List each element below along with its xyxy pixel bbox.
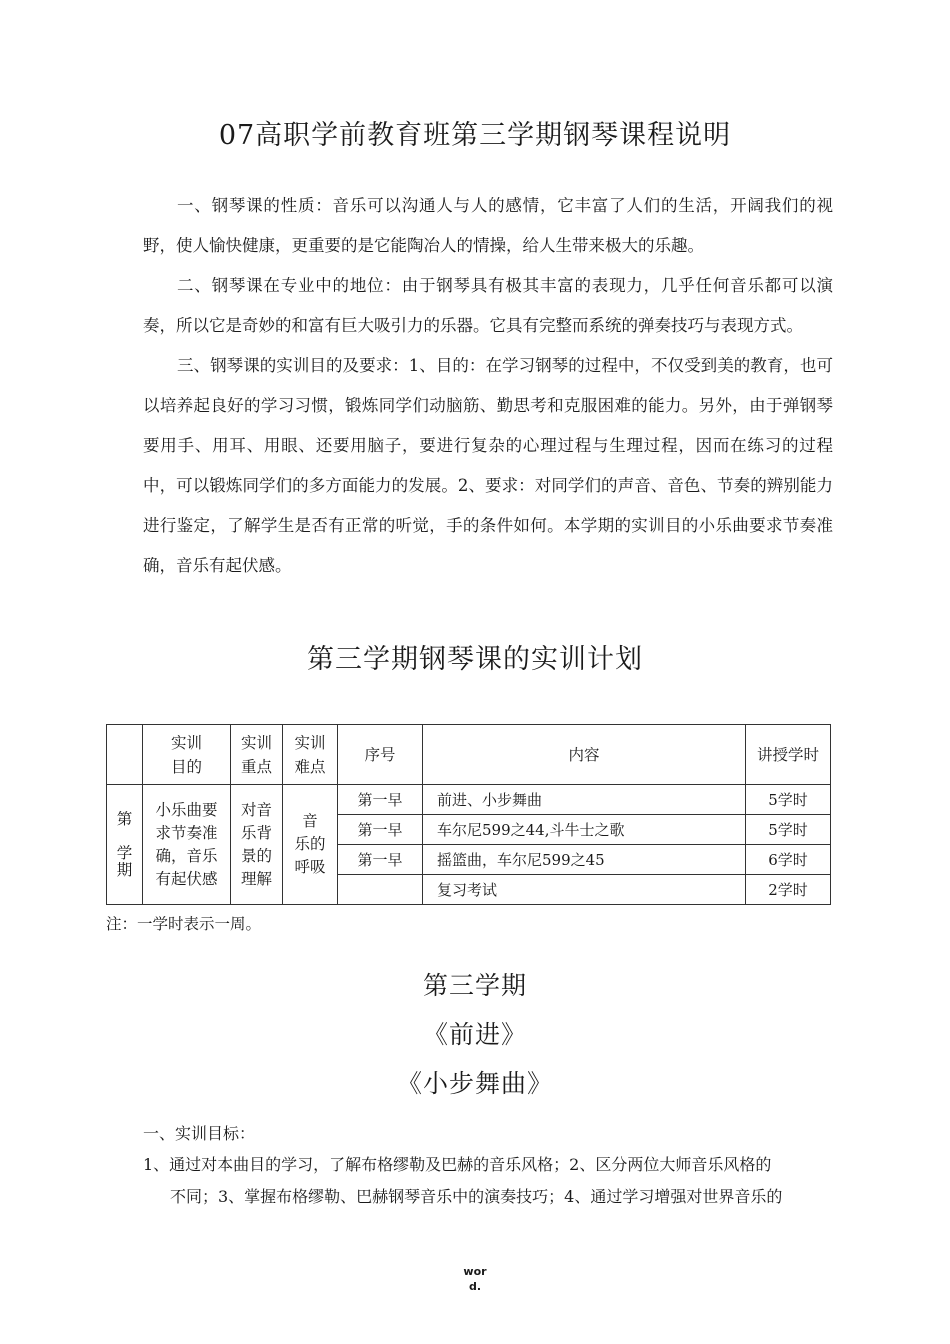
header-sequence: 序号	[338, 725, 423, 785]
header-goal: 实训 目的	[143, 725, 231, 785]
table-note: 注：一学时表示一周。	[106, 915, 262, 933]
goal-cell: 小乐曲要 求节奏准 确，音乐 有起伏感	[143, 785, 231, 905]
hours-cell: 5学时	[746, 815, 831, 845]
paragraph-purpose: 三、钢琴课的实训目的及要求：1、目的：在学习钢琴的过程中，不仅受到美的教育，也可以培养起良好的学习习惯，锻炼同学们动脑筋、勤思考和克服困难的能力。另外，由于弹钢琴要用手、用耳、用眼、还要用脑子，要进行复杂的心理过程与生理过程，因而在练习的过程中，可以锻炼同学们的多方面能力的发展。2、要求：对同学们的声音、音色、节奏的辨别能力进行鉴定，了解学生是否有正常的听觉，手的条件如何。本学期的实训目的小乐曲要求节奏准确，音乐有起伏感。	[143, 356, 833, 575]
section-title: 第三学期	[422, 971, 527, 1000]
sequence-cell: 第一早	[338, 845, 423, 875]
header-blank	[107, 725, 143, 785]
difficulty-cell: 音 乐的 呼吸	[283, 785, 338, 905]
header-difficulty: 实训 难点	[283, 725, 338, 785]
content-cell: 前进、小步舞曲	[423, 785, 746, 815]
piece-title-2: 《小步舞曲》	[396, 1069, 553, 1098]
goal-line-2: 不同；3、掌握布格缪勒、巴赫钢琴音乐中的演奏技巧；4、通过学习增强对世界音乐的	[170, 1187, 783, 1206]
sequence-cell: 第一早	[338, 815, 423, 845]
hours-cell: 6学时	[746, 845, 831, 875]
content-cell: 摇篮曲，车尔尼599之45	[423, 845, 746, 875]
piece-title-1: 《前进》	[422, 1020, 527, 1049]
term-cell: 第 学 期	[107, 785, 143, 905]
footer-line-2: d.	[468, 1280, 482, 1293]
paragraph-nature: 一、钢琴课的性质：音乐可以沟通人与人的感情，它丰富了人们的生活，开阔我们的视野，使人愉快健康，更重要的是它能陶冶人的情操，给人生带来极大的乐趣。	[143, 196, 833, 255]
goal-heading: 一、实训目标：	[143, 1124, 256, 1143]
header-hours: 讲授学时	[746, 725, 831, 785]
paragraph-status: 二、钢琴课在专业中的地位：由于钢琴具有极其丰富的表现力，几乎任何音乐都可以演奏，所以它是奇妙的和富有巨大吸引力的乐器。它具有完整而系统的弹奏技巧与表现方式。	[143, 276, 833, 335]
plan-title: 第三学期钢琴课的实训计划	[307, 644, 643, 675]
training-plan-table	[106, 724, 831, 905]
document-title: 07高职学前教育班第三学期钢琴课程说明	[218, 120, 732, 151]
sequence-cell: 第一早	[338, 785, 423, 815]
content-cell: 复习考试	[423, 875, 746, 905]
content-cell: 车尔尼599之44,斗牛士之歌	[423, 815, 746, 845]
goal-line-1: 1、通过对本曲目的学习，了解布格缪勒及巴赫的音乐风格；2、区分两位大师音乐风格的	[143, 1155, 772, 1174]
footer-line-1: wor	[463, 1265, 487, 1278]
header-content: 内容	[423, 725, 746, 785]
table-row	[107, 785, 831, 815]
sequence-cell	[338, 875, 423, 905]
header-focus: 实训 重点	[231, 725, 283, 785]
focus-cell: 对音 乐背 景的 理解	[231, 785, 283, 905]
hours-cell: 5学时	[746, 785, 831, 815]
hours-cell: 2学时	[746, 875, 831, 905]
footer-mark	[0, 1264, 950, 1294]
